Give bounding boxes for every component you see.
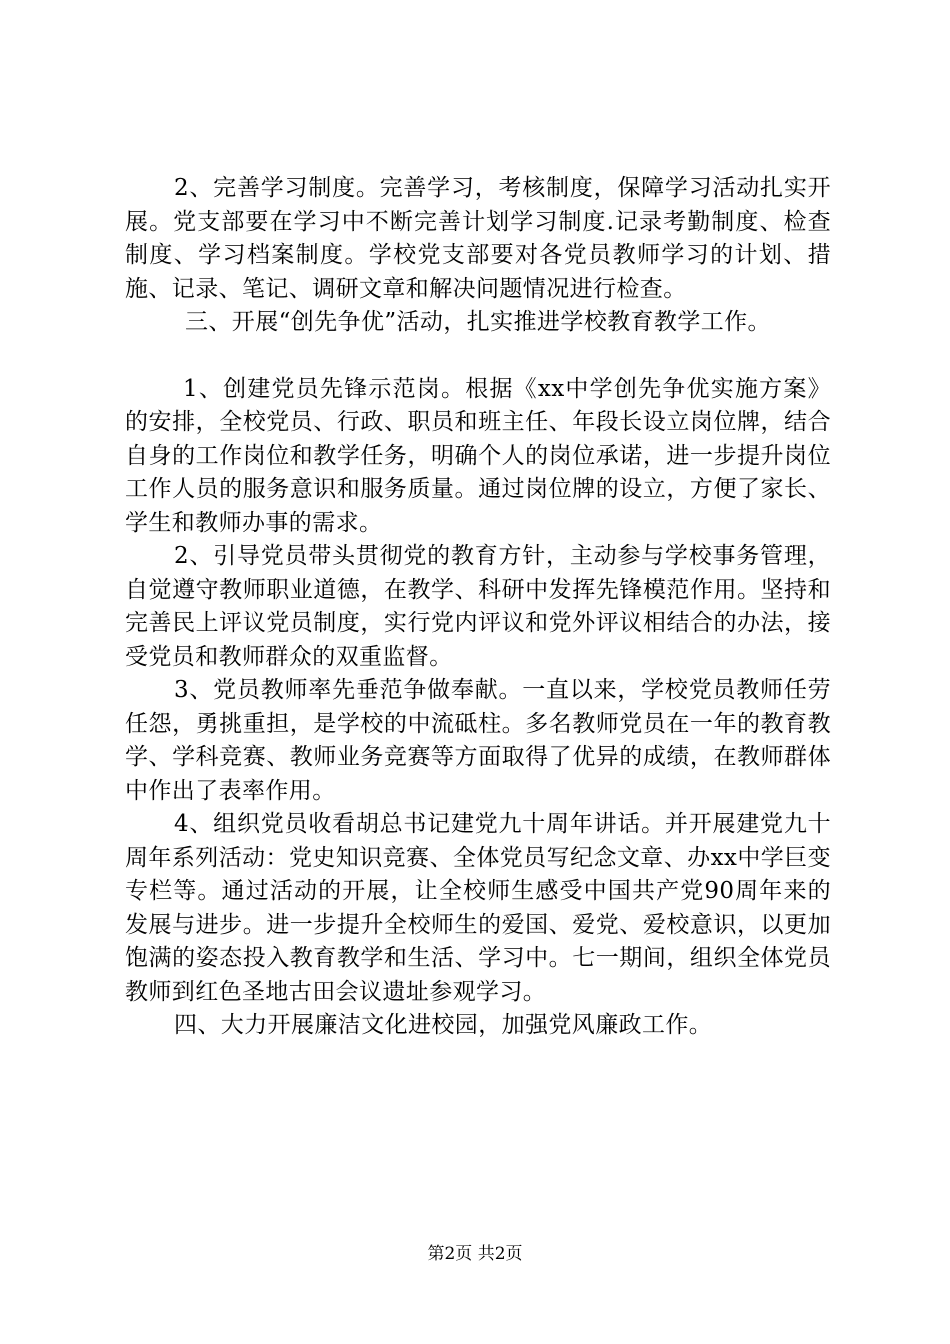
section-heading-four: 四、大力开展廉洁文化进校园，加强党风廉政工作。 <box>174 1012 713 1038</box>
section-heading-three: 三、开展“创先争优”活动，扎实推进学校教育教学工作。 <box>185 309 771 335</box>
paragraph-study-system: 2、完善学习制度。完善学习，考核制度，保障学习活动扎实开展。党支部要在学习中不断完善计划学习制度.记录考勤制度、检查制度、学习档案制度。学校党支部要对各党员教师学习的计划、措施、记录、笔记、调研文章和解决问题情况进行检查。 <box>125 175 831 302</box>
paragraph-education-policy: 2、引导党员带头贯彻党的教育方针，主动参与学校事务管理，自觉遵守教师职业道德，在教学、科研中发挥先锋模范作用。坚持和完善民上评议党员制度，实行党内评议和党外评议相结合的办法，接受党员和教师群众的双重监督。 <box>125 543 831 670</box>
paragraph-teacher-dedication: 3、党员教师率先垂范争做奉献。一直以来，学校党员教师任劳任怨，勇挑重担，是学校的中流砥柱。多名教师党员在一年的教育教学、学科竞赛、教师业务竞赛等方面取得了优异的成绩，在教师群体中作出了表率作用。 <box>125 677 831 804</box>
paragraph-anniversary-activities: 4、组织党员收看胡总书记建党九十周年讲话。并开展建党九十周年系列活动：党史知识竞赛、全体党员写纪念文章、办xx中学巨变专栏等。通过活动的开展，让全校师生感受中国共产党90周年来的发展与进步。进一步提升全校师生的爱国、爱党、爱校意识，以更加饱满的姿态投入教育教学和生活、学习中。七一期间，组织全体党员教师到红色圣地古田会议遗址参观学习。 <box>125 811 831 1005</box>
page-footer: 第2页 共2页 <box>427 1244 523 1264</box>
document-body <box>125 172 831 1043</box>
paragraph-model-posts: 1、创建党员先锋示范岗。根据《xx中学创先争优实施方案》的安排，全校党员、行政、职员和班主任、年段长设立岗位牌，结合自身的工作岗位和教学任务，明确个人的岗位承诺，进一步提升岗位工作人员的服务意识和服务质量。通过岗位牌的设立，方便了家长、学生和教师办事的需求。 <box>125 375 831 536</box>
